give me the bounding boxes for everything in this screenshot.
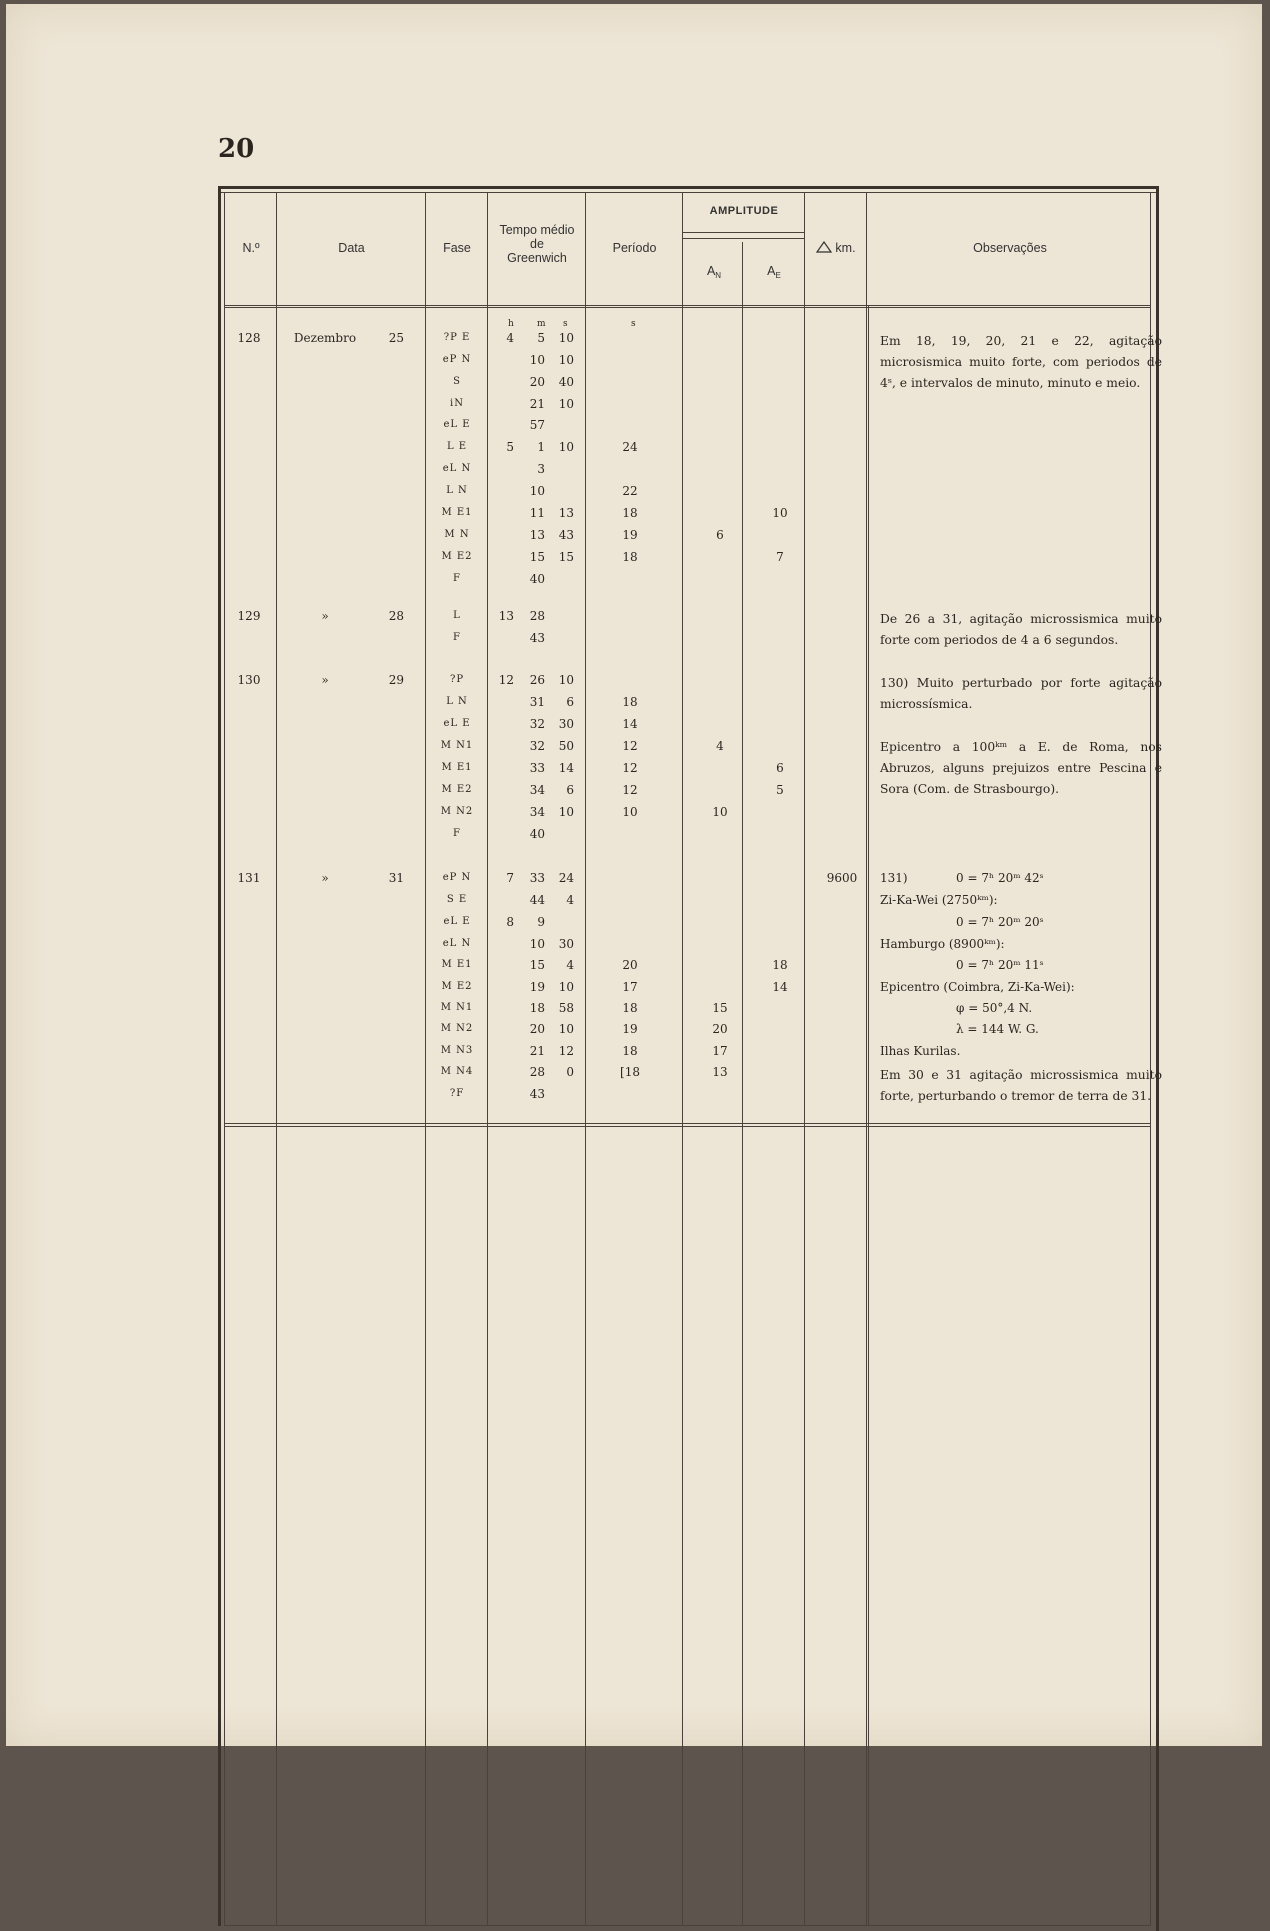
time-minutes: 43 (529, 631, 545, 645)
time-seconds: 10 (558, 331, 574, 345)
time-minutes: 11 (529, 506, 545, 520)
observation-131-note: Em 30 e 31 agitação microssismica muito forte, perturbando o tremor de terra de 31. (880, 1068, 1162, 1103)
time-seconds: 30 (558, 717, 574, 731)
observation-129: De 26 a 31, agitação microssismica muito forte com periodos de 4 a 6 segundos. (880, 612, 1162, 647)
time-seconds: 0 (566, 1065, 574, 1079)
phase-cell: eL E (443, 718, 471, 729)
phase-cell: M N (444, 529, 470, 540)
time-seconds: 6 (566, 783, 574, 797)
distance-cell: 9600 (826, 871, 858, 885)
time-seconds: 10 (558, 805, 574, 819)
time-minutes: 3 (537, 462, 545, 476)
time-hours: 7 (506, 871, 514, 885)
time-minutes: 1 (537, 440, 545, 454)
phase-cell: M N1 (440, 1002, 474, 1013)
period-cell: 12 (622, 761, 638, 775)
header-date: Data (338, 241, 365, 255)
amplitude-e-cell: 7 (776, 550, 784, 564)
event-number: 129 (237, 609, 261, 623)
time-seconds: 43 (558, 528, 574, 542)
time-minutes: 10 (529, 353, 545, 367)
header-amplitude-n: $A_N$ (706, 264, 722, 280)
phase-cell: M E1 (441, 507, 473, 518)
phase-cell: M E2 (441, 981, 473, 992)
phase-cell: iN (450, 398, 464, 409)
phase-cell: M N1 (440, 740, 474, 751)
time-seconds: 10 (558, 673, 574, 687)
period-cell: 12 (622, 783, 638, 797)
time-seconds: 50 (558, 739, 574, 753)
time-minutes: 10 (529, 937, 545, 951)
time-minutes: 28 (529, 1065, 545, 1079)
period-cell: 18 (622, 695, 638, 709)
observation-131-zikawei-time: 0 = 7ʰ 20ᵐ 20ˢ (956, 915, 1044, 929)
time-minutes: 32 (529, 739, 545, 753)
phase-cell: L N (446, 696, 468, 707)
time-seconds: 30 (558, 937, 574, 951)
period-cell: 24 (622, 440, 638, 454)
phase-cell: eL E (443, 419, 471, 430)
amplitude-n-cell: 20 (712, 1022, 728, 1036)
time-minutes: 13 (529, 528, 545, 542)
header-observations: Observações (973, 241, 1047, 255)
time-minutes: 21 (529, 1044, 545, 1058)
amplitude-n-cell: 13 (712, 1065, 728, 1079)
phase-cell: M E2 (441, 784, 473, 795)
time-minutes: 18 (529, 1001, 545, 1015)
phase-cell: S E (446, 894, 468, 905)
phase-cell: ?P (449, 674, 465, 685)
period-cell: 10 (622, 805, 638, 819)
time-minutes: 9 (537, 915, 545, 929)
date-month: » (321, 673, 329, 687)
observation-131-latitude: φ = 50°,4 N. (956, 1001, 1033, 1015)
time-hours: 13 (498, 609, 514, 623)
time-hours: 8 (506, 915, 514, 929)
phase-cell: M E2 (441, 551, 473, 562)
time-seconds: 10 (558, 1022, 574, 1036)
time-minutes: 33 (529, 871, 545, 885)
amplitude-n-cell: 6 (716, 528, 724, 542)
header-number: N.º (242, 241, 260, 255)
period-cell: 19 (622, 528, 638, 542)
time-minutes: 20 (529, 375, 545, 389)
phase-cell: M N2 (440, 806, 474, 817)
observation-131-location: Ilhas Kurilas. (880, 1044, 961, 1058)
time-hours: 12 (498, 673, 514, 687)
time-seconds: 10 (558, 980, 574, 994)
event-number: 128 (237, 331, 261, 345)
time-seconds: 12 (558, 1044, 574, 1058)
time-minutes: 43 (529, 1087, 545, 1101)
time-minutes: 10 (529, 484, 545, 498)
phase-cell: ?P E (443, 332, 471, 343)
time-seconds: 13 (558, 506, 574, 520)
phase-cell: M N2 (440, 1023, 474, 1034)
time-minutes: 21 (529, 397, 545, 411)
phase-cell: eP N (442, 872, 472, 883)
header-amplitude: AMPLITUDE (709, 205, 779, 217)
time-minutes: 28 (529, 609, 545, 623)
header-time: Tempo médio de Greenwich (499, 223, 575, 265)
time-seconds: 14 (558, 761, 574, 775)
observation-130: 130) Muito perturbado por forte agitação microssísmica. (880, 676, 1162, 711)
phase-cell: L N (446, 485, 468, 496)
amplitude-e-cell: 14 (772, 980, 788, 994)
phase-cell: M N3 (440, 1045, 474, 1056)
observation-131-hamburgo-time: 0 = 7ʰ 20ᵐ 11ˢ (956, 958, 1044, 972)
time-minutes: 26 (529, 673, 545, 687)
time-minutes: 57 (529, 418, 545, 432)
observation-131-longitude: λ = 144 W. G. (956, 1022, 1039, 1036)
period-cell: 22 (622, 484, 638, 498)
observation-131-zikawei: Zi-Ka-Wei (2750ᵏᵐ): (880, 893, 998, 907)
amplitude-e-cell: 18 (772, 958, 788, 972)
phase-cell: F (453, 632, 461, 643)
time-hours: 4 (506, 331, 514, 345)
time-seconds: 4 (566, 893, 574, 907)
date-day: 28 (388, 609, 404, 623)
phase-cell: eL N (442, 463, 472, 474)
observation-131-origin: 0 = 7ʰ 20ᵐ 42ˢ (956, 871, 1044, 885)
observation-131-number: 131) (880, 871, 908, 885)
date-day: 29 (388, 673, 404, 687)
phase-cell: ?F (449, 1088, 465, 1099)
phase-cell: M N4 (440, 1066, 474, 1077)
time-seconds: 10 (558, 440, 574, 454)
phase-cell: S (453, 376, 461, 387)
time-seconds: 24 (558, 871, 574, 885)
event-number: 131 (237, 871, 261, 885)
period-cell: 18 (622, 506, 638, 520)
triangle-icon (816, 241, 832, 253)
phase-cell: eL N (442, 938, 472, 949)
time-seconds: 58 (558, 1001, 574, 1015)
period-cell: 12 (622, 739, 638, 753)
unit-hours: h (508, 319, 514, 329)
header-phase: Fase (443, 241, 471, 255)
time-minutes: 5 (537, 331, 545, 345)
time-minutes: 40 (529, 827, 545, 841)
phase-cell: F (453, 828, 461, 839)
time-seconds: 10 (558, 353, 574, 367)
time-seconds: 4 (566, 958, 574, 972)
unit-minutes: m (537, 319, 546, 329)
time-minutes: 20 (529, 1022, 545, 1036)
document-page (6, 4, 1262, 1746)
phase-cell: eP N (442, 354, 472, 365)
unit-period-seconds: s (631, 319, 636, 329)
phase-cell: F (453, 573, 461, 584)
time-minutes: 32 (529, 717, 545, 731)
time-minutes: 31 (529, 695, 545, 709)
time-hours: 5 (506, 440, 514, 454)
time-minutes: 15 (529, 958, 545, 972)
time-minutes: 44 (529, 893, 545, 907)
period-cell: 17 (622, 980, 638, 994)
time-seconds: 15 (558, 550, 574, 564)
time-minutes: 19 (529, 980, 545, 994)
date-day: 31 (388, 871, 404, 885)
time-seconds: 6 (566, 695, 574, 709)
amplitude-n-cell: 15 (712, 1001, 728, 1015)
time-seconds: 40 (558, 375, 574, 389)
phase-cell: L (453, 610, 461, 621)
period-cell: 14 (622, 717, 638, 731)
time-minutes: 15 (529, 550, 545, 564)
period-cell: 18 (622, 1044, 638, 1058)
unit-seconds: s (563, 319, 568, 329)
time-minutes: 34 (529, 783, 545, 797)
date-month: » (321, 871, 329, 885)
period-cell: 18 (622, 550, 638, 564)
observation-130-epicentre: Epicentro a 100ᵏᵐ a E. de Roma, nos Abruzos, alguns prejuizos entre Pescina e Sora (Com. de Strasbourgo). (880, 740, 1162, 796)
header-distance: km. (806, 241, 866, 255)
date-month: » (321, 609, 329, 623)
date-day: 25 (388, 331, 404, 345)
amplitude-e-cell: 10 (772, 506, 788, 520)
phase-cell: M E1 (441, 959, 473, 970)
date-month: Dezembro (293, 331, 357, 345)
time-minutes: 34 (529, 805, 545, 819)
observation-131-hamburgo: Hamburgo (8900ᵏᵐ): (880, 937, 1005, 951)
amplitude-n-cell: 4 (716, 739, 724, 753)
amplitude-e-cell: 5 (776, 783, 784, 797)
time-minutes: 40 (529, 572, 545, 586)
phase-cell: M E1 (441, 762, 473, 773)
period-cell: 18 (622, 1001, 638, 1015)
phase-cell: L E (446, 441, 468, 452)
amplitude-n-cell: 17 (712, 1044, 728, 1058)
page-number: 20 (218, 134, 255, 164)
time-minutes: 33 (529, 761, 545, 775)
header-amplitude-e: $A_E$ (767, 264, 781, 280)
observation-128: Em 18, 19, 20, 21 e 22, agitação microsismica muito forte, com periodos de 4ˢ, e intervalos de minuto, minuto e meio. (880, 334, 1162, 390)
event-number: 130 (237, 673, 261, 687)
phase-cell: eL E (443, 916, 471, 927)
amplitude-e-cell: 6 (776, 761, 784, 775)
period-cell: 19 (622, 1022, 638, 1036)
time-seconds: 10 (558, 397, 574, 411)
period-cell: 20 (622, 958, 638, 972)
period-cell: [18 (620, 1065, 640, 1079)
observation-131-epicentre: Epicentro (Coimbra, Zi-Ka-Wei): (880, 980, 1075, 994)
header-period: Período (612, 241, 657, 255)
amplitude-n-cell: 10 (712, 805, 728, 819)
